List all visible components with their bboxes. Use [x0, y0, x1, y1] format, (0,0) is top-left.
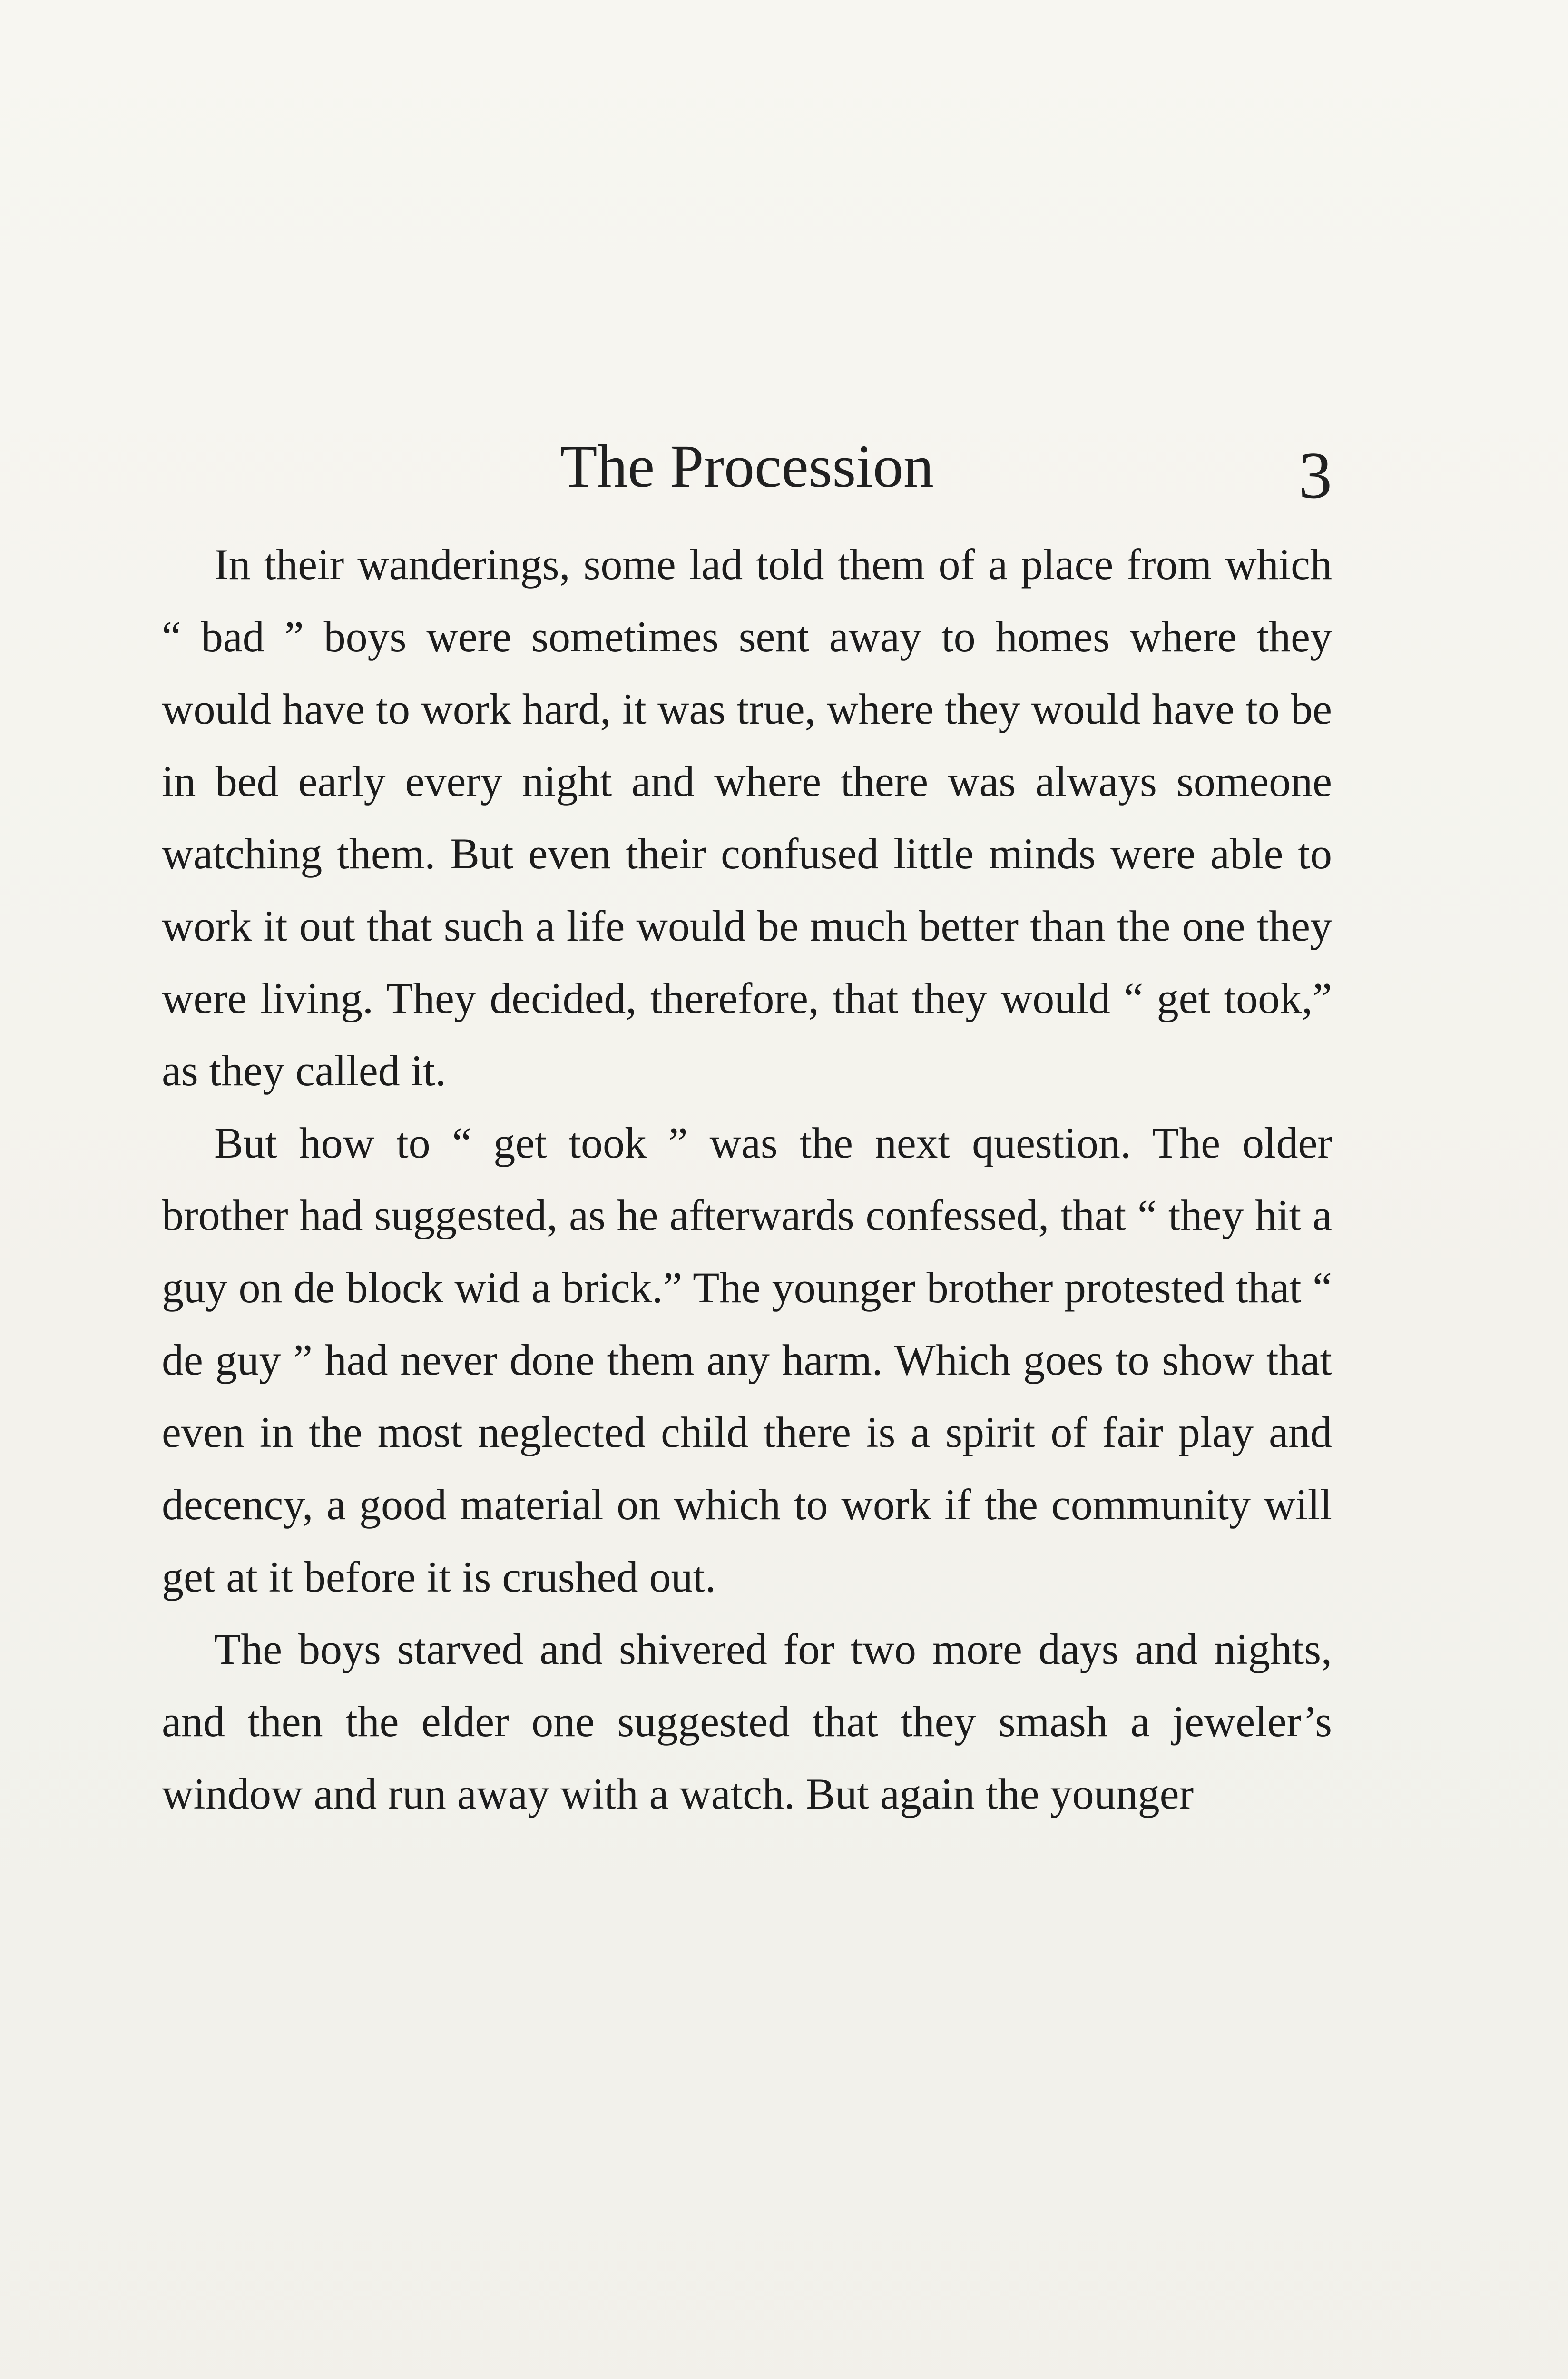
paragraph-2: But how to “ get took ” was the next question. The older brother had suggested, as he afterwards confessed, that “ they hit a guy on de block wid a brick.” The younger brother protested that “ de guy ” had never done them any harm. Which goes to show that even in the most neglected child there is a spirit of fair play and decency, a good material on which to work if the community will get at it before it is crushed out. [162, 1119, 1332, 1601]
paragraph-3: The boys starved and shivered for two more days and nights, and then the elder one suggested that they smash a jeweler’s window and run away with a watch. But again the younger [162, 1625, 1332, 1818]
chapter-title: The Procession [560, 433, 934, 500]
running-header [162, 428, 1332, 523]
page-number: 3 [1299, 439, 1332, 512]
body-text [162, 528, 1332, 1830]
paragraph-1: In their wanderings, some lad told them of a place from which “ bad ” boys were sometimes sent away to homes where they would have to work hard, it was true, where they would have to be in bed early every night and where there was always someone watching them. But even their confused little minds were able to work it out that such a life would be much better than the one they were living. They decided, therefore, that they would “ get took,” as they called it. [162, 540, 1332, 1095]
